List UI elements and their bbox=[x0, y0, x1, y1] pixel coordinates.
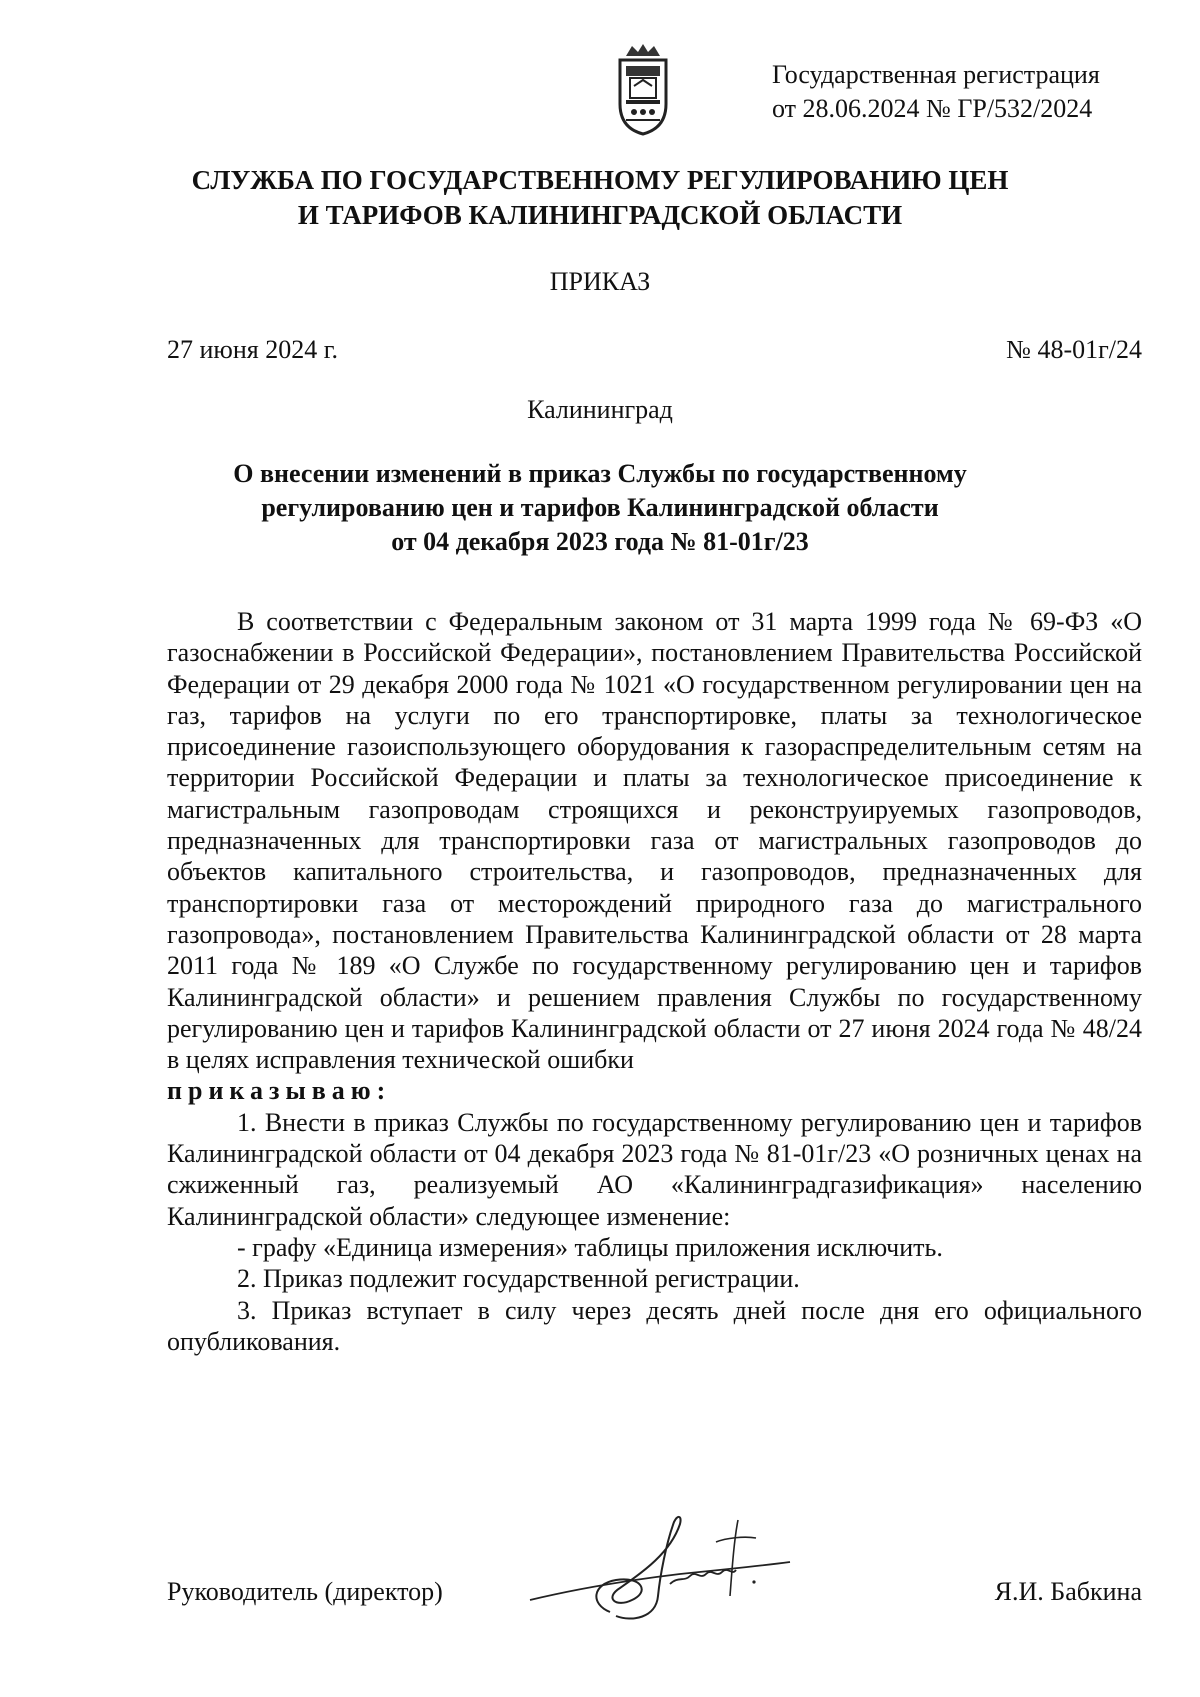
preamble-paragraph: В соответствии с Федеральным законом от 31 марта 1999 года № 69-ФЗ «О газоснабжении в Российской Федерации», постановлением Правительства Российской Федерации от 29 декабря 2000 года № 1021 «О государственном регулировании цен на газ, тарифов на услуги по его транспортировке, платы за технологическое присоединение газоиспользующего оборудования к газораспределительным сетям на территории Российской Федерации и платы за технологическое присоединение к магистральным газопроводам строящихся и реконструируемых газопроводов, предназначенных для транспортировки газа от магистральных газопроводов до объектов капитального строительства, и газопроводов, предназначенных для транспортировки газа от месторождений природного газа до магистрального газопровода», постановлением Правительства Калининградской области от 28 марта 2011 года № 189 «О Службе по государственному регулированию цен и тарифов Калининградской области» и решением правления Службы по государственному регулированию цен и тарифов Калининградской области от 27 июня 2024 года № 48/24 в целях исправления технической ошибки bbox=[167, 607, 1142, 1075]
subject-line-2: регулированию цен и тарифов Калининградской области bbox=[261, 493, 939, 522]
document-city: Калининград bbox=[527, 395, 673, 424]
item-1: 1. Внести в приказ Службы по государственному регулированию цен и тарифов Калининградской области от 04 декабря 2023 года № 81-01г/23 «О розничных ценах на сжиженный газ, реализуемый АО «Калининградгазификация» населению Калининградской области» следующее изменение: bbox=[167, 1107, 1142, 1231]
document-body bbox=[167, 606, 1142, 1357]
order-word bbox=[167, 1075, 1142, 1106]
agency-name bbox=[0, 163, 1200, 233]
registration-stamp bbox=[772, 58, 1172, 126]
order-word-text: приказываю: bbox=[167, 1076, 392, 1106]
item-2: 2. Приказ подлежит государственной регистрации. bbox=[237, 1264, 800, 1294]
item-1-subitem: - графу «Единица измерения» таблицы приложения исключить. bbox=[237, 1232, 943, 1262]
document-type: ПРИКАЗ bbox=[549, 267, 651, 296]
coat-of-arms-icon bbox=[612, 42, 674, 136]
subject-line-1: О внесении изменений в приказ Службы по государственному bbox=[233, 459, 967, 488]
document-number: № 48-01г/24 bbox=[1006, 335, 1142, 364]
subject-line-3: от 04 декабря 2023 года № 81-01г/23 bbox=[391, 527, 809, 556]
registration-line-1: Государственная регистрация bbox=[772, 60, 1100, 89]
registration-line-2: от 28.06.2024 № ГР/532/2024 bbox=[772, 94, 1093, 123]
agency-line-2: И ТАРИФОВ КАЛИНИНГРАДСКОЙ ОБЛАСТИ bbox=[297, 200, 903, 230]
item-3: 3. Приказ вступает в силу через десять дней после дня его официального опубликования. bbox=[167, 1295, 1142, 1356]
handwritten-signature bbox=[520, 1500, 800, 1630]
document-subject bbox=[0, 457, 1200, 559]
agency-line-1: СЛУЖБА ПО ГОСУДАРСТВЕННОМУ РЕГУЛИРОВАНИЮ ЦЕН bbox=[191, 165, 1009, 195]
signatory-name: Я.И. Бабкина bbox=[994, 1577, 1142, 1606]
document-date: 27 июня 2024 г. bbox=[167, 335, 338, 364]
signatory-role: Руководитель (директор) bbox=[167, 1577, 443, 1606]
